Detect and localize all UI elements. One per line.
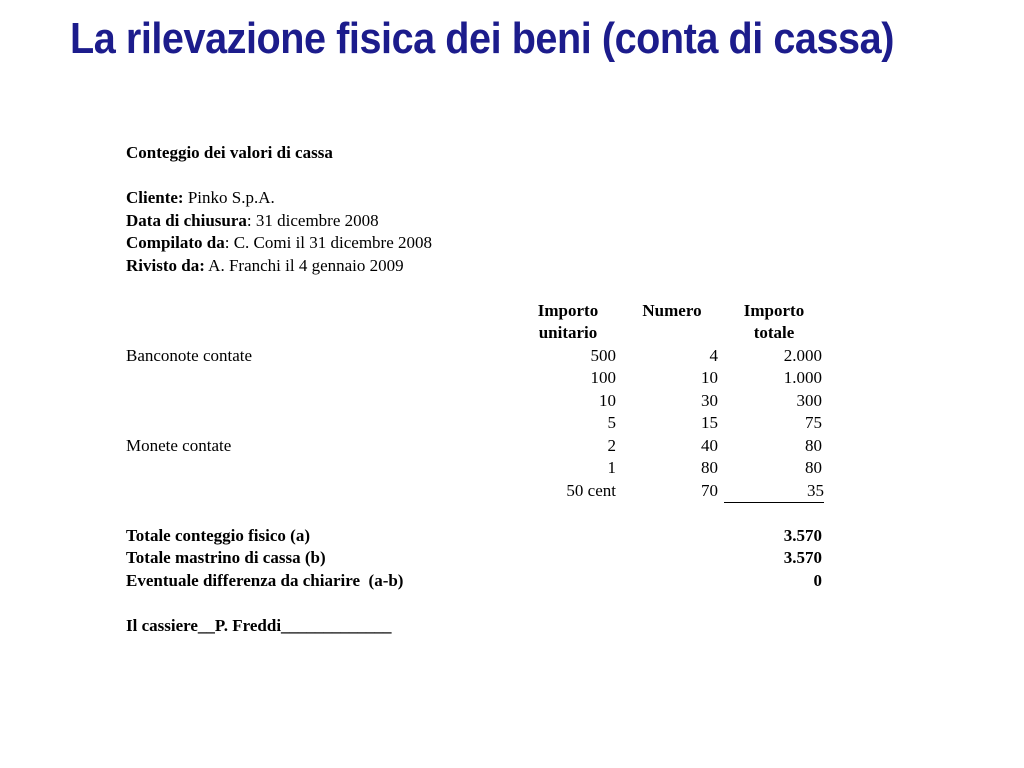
column-header-total-amount-line2: totale (753, 323, 795, 342)
field-reviewed-by (126, 255, 886, 278)
field-label: Compilato da (126, 233, 225, 252)
column-header-count: Numero (642, 300, 702, 320)
row-unit-amount: 500 (590, 345, 616, 365)
row-unit-amount: 10 (599, 390, 616, 410)
field-label: Data di chiusura (126, 210, 247, 230)
row-label: Banconote contate (126, 345, 253, 365)
row-total: 80 (805, 435, 822, 455)
signature-text: Il cassiere__P. Freddi_____________ (126, 615, 392, 635)
cash-count-table (126, 300, 886, 638)
row-count: 15 (701, 413, 718, 432)
field-value: : 31 dicembre 2008 (246, 210, 379, 230)
slide-title: La rilevazione fisica dei beni (conta di cassa) (70, 14, 894, 63)
summary-value: 3.570 (783, 548, 822, 567)
field-client (126, 187, 886, 210)
row-unit-amount: 5 (607, 413, 616, 432)
table-row (126, 457, 886, 480)
row-count: 40 (701, 435, 718, 455)
cashier-signature-line (126, 615, 886, 638)
row-count: 30 (701, 390, 718, 410)
cash-count-document (126, 142, 886, 637)
document-heading: Conteggio dei valori di cassa (126, 143, 333, 162)
row-total: 2.000 (783, 345, 822, 365)
summary-row-physical-total (126, 525, 886, 548)
summary-value: 0 (813, 570, 822, 590)
table-row (126, 390, 886, 413)
summary-row-ledger-total (126, 547, 886, 570)
table-row (126, 435, 886, 458)
summary-row-difference (126, 570, 886, 593)
field-label: Rivisto da: (126, 255, 205, 275)
column-header-unit-amount-line2: unitario (538, 323, 598, 342)
field-compiled-by (126, 232, 886, 255)
summary-label: Totale mastrino di cassa (b) (126, 548, 326, 567)
row-unit-amount: 50 cent (566, 480, 616, 500)
row-count: 10 (701, 368, 718, 387)
column-header-total-amount: Importo (743, 300, 805, 320)
table-row (126, 412, 886, 435)
column-header-unit-amount: Importo (537, 300, 599, 320)
field-value: Pinko S.p.A. (183, 188, 275, 207)
summary-label: Totale conteggio fisico (a) (126, 525, 310, 545)
row-count: 70 (701, 480, 718, 500)
row-total: 300 (796, 390, 822, 410)
row-count: 4 (709, 345, 718, 365)
row-total: 75 (805, 413, 822, 432)
summary-value: 3.570 (783, 525, 822, 545)
row-label: Monete contate (126, 435, 232, 455)
row-unit-amount: 1 (607, 458, 616, 477)
row-unit-amount: 2 (607, 435, 616, 455)
row-total: 1.000 (783, 368, 822, 387)
field-value: A. Franchi il 4 gennaio 2009 (204, 255, 404, 275)
row-unit-amount: 100 (590, 368, 616, 387)
field-value: : C. Comi il 31 dicembre 2008 (224, 233, 433, 252)
row-total: 80 (805, 458, 822, 477)
summary-label: Eventuale differenza da chiarire (a-b) (126, 570, 404, 590)
table-row (126, 480, 886, 503)
table-row (126, 345, 886, 368)
field-label: Cliente: (126, 188, 184, 207)
table-header-row-2 (126, 322, 886, 345)
row-count: 80 (701, 458, 718, 477)
table-row (126, 367, 886, 390)
row-total: 35 (724, 480, 824, 504)
field-closing-date (126, 210, 886, 233)
table-header-row-1 (126, 300, 886, 323)
